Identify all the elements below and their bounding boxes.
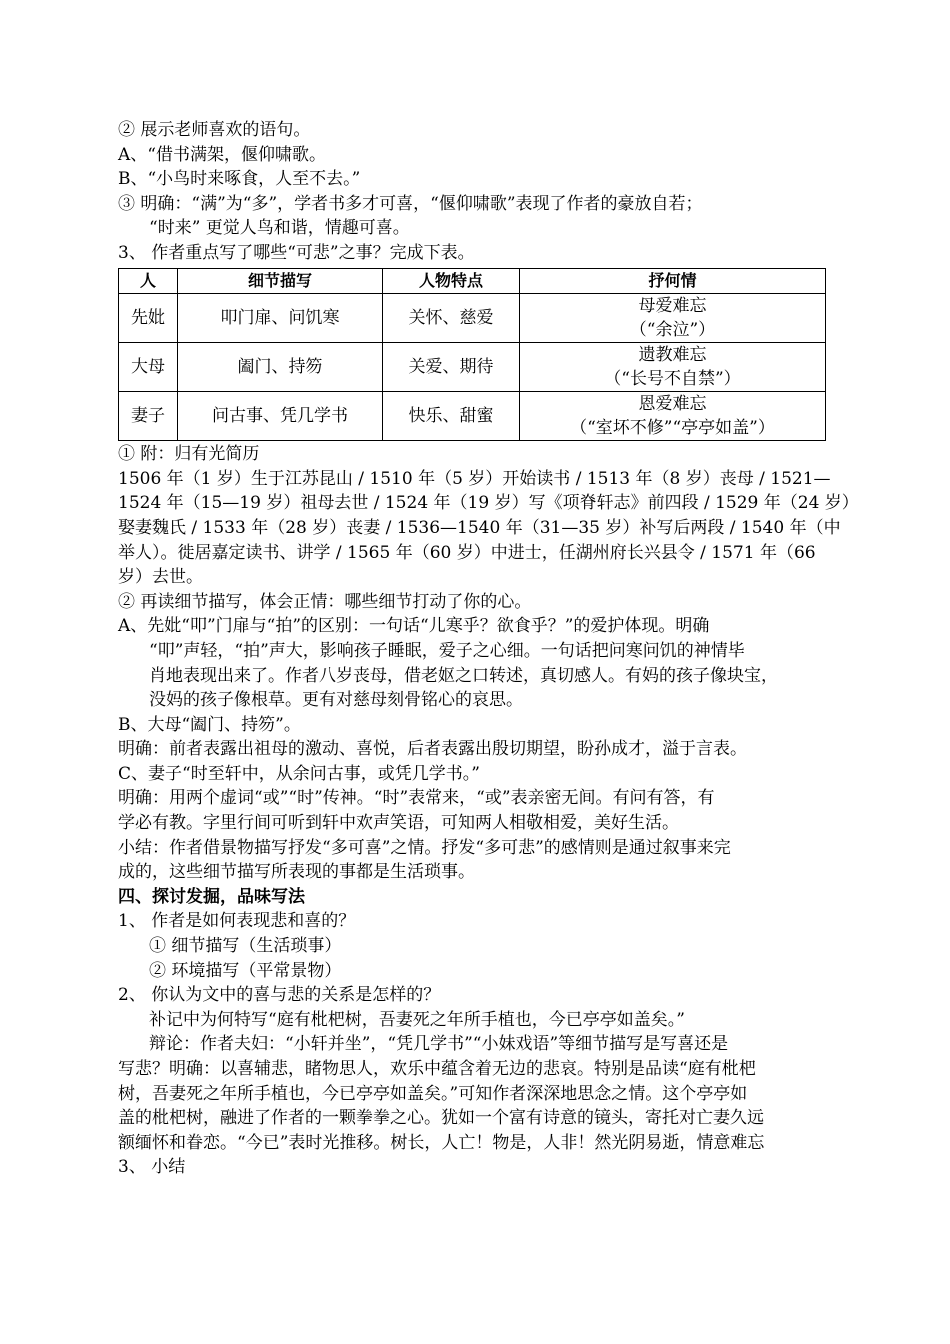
cell-trait: 关爱、期待 — [383, 343, 520, 392]
cell-detail: 问古事、凭几学书 — [178, 392, 383, 441]
text-line: B、“小鸟时来啄食，人至不去。” — [118, 169, 361, 190]
cell-emotion — [520, 294, 826, 343]
cell-person: 妻子 — [119, 392, 178, 441]
item-c: C、妻子“时至轩中，从余问古事，或凭几学书。” — [118, 763, 480, 784]
reread-heading: ② 再读细节描写，体会正情：哪些细节打动了你的心。 — [118, 591, 532, 612]
debate-line: 写悲？明确：以喜辅悲，睹物思人，欢乐中蕴含着无边的悲哀。特别是品读“庭有枇杷 — [118, 1059, 756, 1079]
item-c-answer: 学必有教。字里行间可听到轩中欢声笑语，可知两人相敬相爱，美好生活。 — [118, 813, 679, 834]
debate-line: 树，吾妻死之年所手植也，今已亭亭如盖矣。”可知作者深深地思念之情。这个亭亭如 — [118, 1083, 748, 1104]
question-3: 3、 小结 — [118, 1157, 186, 1178]
table-row — [119, 294, 826, 343]
table-row — [119, 392, 826, 441]
cell-trait: 快乐、甜蜜 — [383, 392, 520, 441]
item-a-line: 没妈的孩子像根草。更有对慈母刻骨铭心的哀思。 — [149, 690, 523, 711]
bio-line: 1524 年（15—19 岁）祖母去世 / 1524 年（19 岁）写《项脊轩志》前四段 / 1529 年（24 岁） — [118, 493, 859, 514]
text-line: ② 展示老师喜欢的语句。 — [118, 120, 311, 140]
bio-line: 举人）。徙居嘉定读书、讲学 / 1565 年（60 岁）中进士，任湖州府长兴县令 / 1571 年（66 — [118, 542, 816, 563]
question-2-line: 补记中为何特写“庭有枇杷树，吾妻死之年所手植也，今已亭亭如盖矣。” — [149, 1009, 685, 1030]
item-b-answer: 明确：前者表露出祖母的激动、喜悦，后者表露出殷切期望，盼孙成才，溢于言表。 — [118, 739, 747, 760]
summary-line: 小结：作者借景物描写抒发“多可喜”之情。抒发“多可悲”的感情则是通过叙事来完 — [118, 837, 731, 858]
header-cell: 人物特点 — [383, 268, 520, 294]
document-page — [118, 118, 859, 1180]
emotion-text: 母爱难忘 — [638, 296, 707, 317]
emotion-quote: （“室坏不修”“亭亭如盖”） — [570, 418, 775, 439]
item-b: B、大母“阖门、持笏”。 — [118, 714, 301, 735]
debate-line: 盖的枇杷树，融进了作者的一颗拳拳之心。犹如一个富有诗意的镜头，寄托对亡妻久远 — [118, 1108, 764, 1129]
cell-emotion — [520, 343, 826, 392]
item-a-line: 肖地表现出来了。作者八岁丧母，借老妪之口转述，真切感人。有妈的孩子像块宝， — [149, 665, 778, 686]
cell-person: 大母 — [119, 343, 178, 392]
item-a-line: “叩”声轻，“拍”声大，影响孩子睡眠，爱子之心细。一句话把问寒问饥的神情毕 — [149, 640, 745, 661]
cell-detail: 阖门、持笏 — [178, 343, 383, 392]
emotion-quote: （“长号不自禁”） — [604, 369, 741, 390]
debate-line: 额缅怀和眷恋。“今已”表时光推移。树长，人亡！物是，人非！然光阴易逝，情意难忘 — [118, 1132, 765, 1153]
item-a-line: A、先妣“叩”门扉与“拍”的区别：一句话“儿寒乎？欲食乎？”的爱护体现。明确 — [118, 616, 710, 637]
cell-person: 先妣 — [119, 294, 178, 343]
item-c-answer: 明确：用两个虚词“或”“时”传神。“时”表常来，“或”表亲密无间。有问有答，有 — [118, 788, 715, 809]
debate-line: 辩论：作者夫妇：“小轩并坐”，“凭几学书”“小妹戏语”等细节描写是写喜还是 — [149, 1034, 729, 1055]
question-1-item: ② 环境描写（平常景物） — [149, 960, 342, 981]
bio-line: 岁）去世。 — [118, 567, 203, 588]
cell-emotion — [520, 392, 826, 441]
text-line: ③ 明确：“满”为“多”，学者书多才可喜，“偃仰啸歌”表现了作者的豪放自若； — [118, 193, 703, 214]
header-cell: 细节描写 — [178, 268, 383, 294]
cell-trait: 关怀、慈爱 — [383, 294, 520, 343]
sorrow-table — [118, 268, 826, 442]
header-cell: 抒何情 — [520, 268, 826, 294]
header-cell: 人 — [119, 268, 178, 294]
text-line: A、“借书满架，偃仰啸歌。 — [118, 144, 326, 165]
table-header-row — [119, 268, 826, 294]
summary-line: 成的，这些细节描写所表现的事都是生活琐事。 — [118, 862, 475, 883]
bio-title: ① 附：归有光简历 — [118, 444, 260, 465]
question-1: 1、 作者是如何表现悲和喜的？ — [118, 911, 356, 932]
section-heading: 四、探讨发掘，品味写法 — [118, 886, 305, 907]
bio-line: 娶妻魏氏 / 1533 年（28 岁）丧妻 / 1536—1540 年（31—35 岁）补写后两段 / 1540 年（中 — [118, 517, 841, 538]
emotion-text: 恩爱难忘 — [638, 394, 707, 415]
cell-detail: 叩门扉、问饥寒 — [178, 294, 383, 343]
bio-line: 1506 年（1 岁）生于江苏昆山 / 1510 年（5 岁）开始读书 / 1513 年（8 岁）丧母 / 1521— — [118, 468, 831, 489]
question-1-item: ① 细节描写（生活琐事） — [149, 936, 342, 957]
table-row — [119, 343, 826, 392]
emotion-text: 遗教难忘 — [638, 345, 707, 366]
text-line: 3、 作者重点写了哪些“可悲”之事？完成下表。 — [118, 242, 475, 263]
question-2: 2、 你认为文中的喜与悲的关系是怎样的？ — [118, 985, 441, 1006]
text-line: “时来” 更觉人鸟和谐，情趣可喜。 — [149, 218, 410, 239]
emotion-quote: （“余泣”） — [629, 320, 716, 341]
